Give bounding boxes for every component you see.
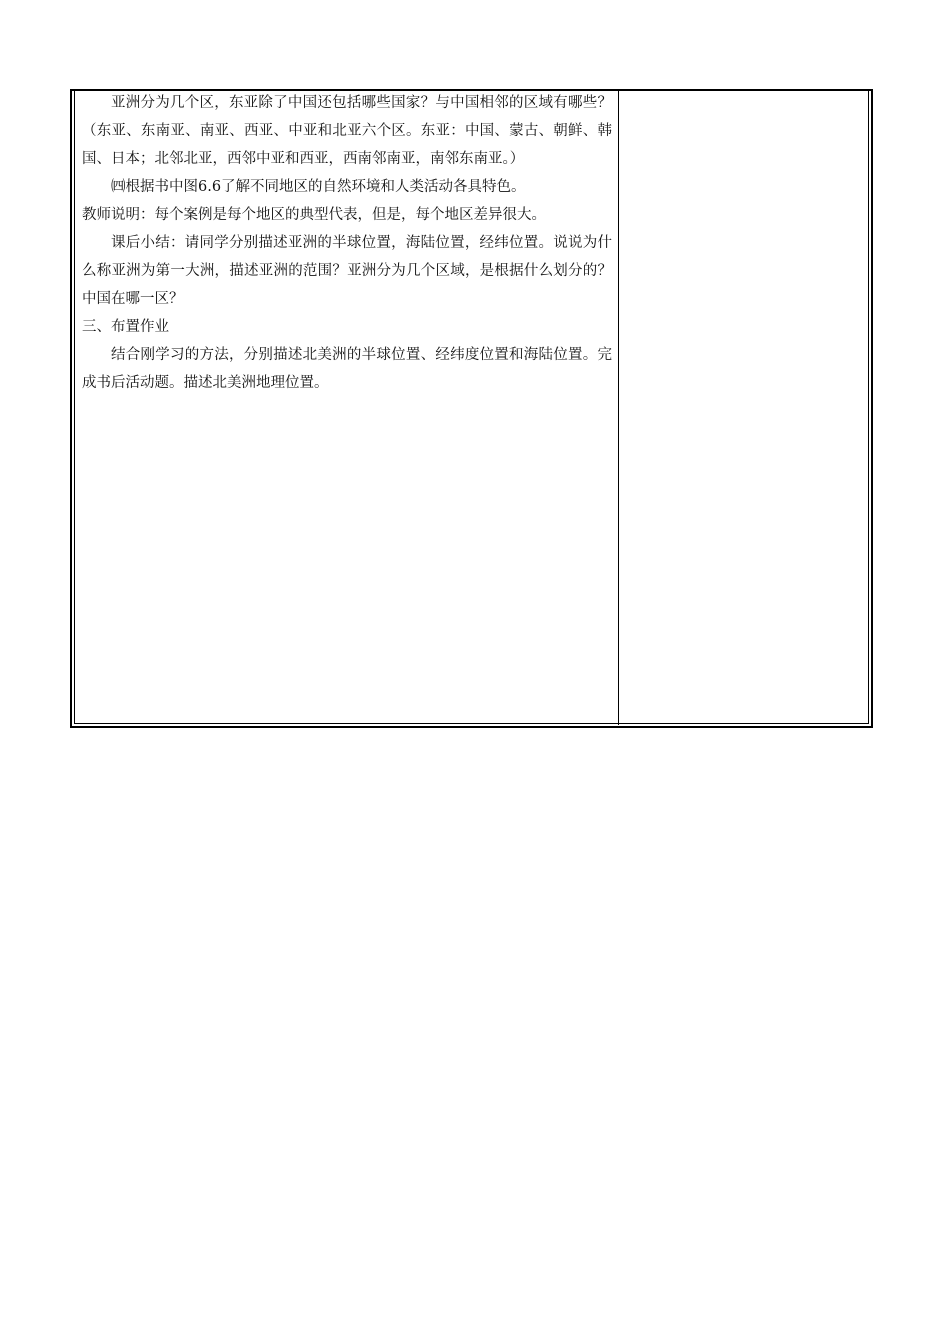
- paragraph-asia-regions: 亚洲分为几个区，东亚除了中国还包括哪些国家？与中国相邻的区域有哪些？（东亚、东南亚、南亚、西亚、中亚和北亚六个区。东亚：中国、蒙古、朝鲜、韩国、日本；北邻北亚，西邻中亚和西亚，西南邻南亚，南邻东南亚。）: [82, 95, 612, 167]
- paragraph-figure-6-6: ㈣根据书中图6.6了解不同地区的自然环境和人类活动各具特色。: [111, 179, 526, 195]
- lesson-content-cell: [82, 89, 612, 397]
- notes-cell: [622, 92, 864, 720]
- paragraph-summary: 课后小结：请同学分别描述亚洲的半球位置，海陆位置，经纬位置。说说为什么称亚洲为第一大洲，描述亚洲的范围？亚洲分为几个区域，是根据什么划分的？中国在哪一区？: [82, 235, 612, 307]
- paragraph-homework: 结合刚学习的方法，分别描述北美洲的半球位置、经纬度位置和海陆位置。完成书后活动题。描述北美洲地理位置。: [82, 347, 612, 391]
- section-heading-homework: 三、布置作业: [82, 319, 169, 335]
- paragraph-teacher-note: 教师说明：每个案例是每个地区的典型代表，但是，每个地区差异很大。: [82, 207, 546, 223]
- column-divider: [618, 89, 619, 725]
